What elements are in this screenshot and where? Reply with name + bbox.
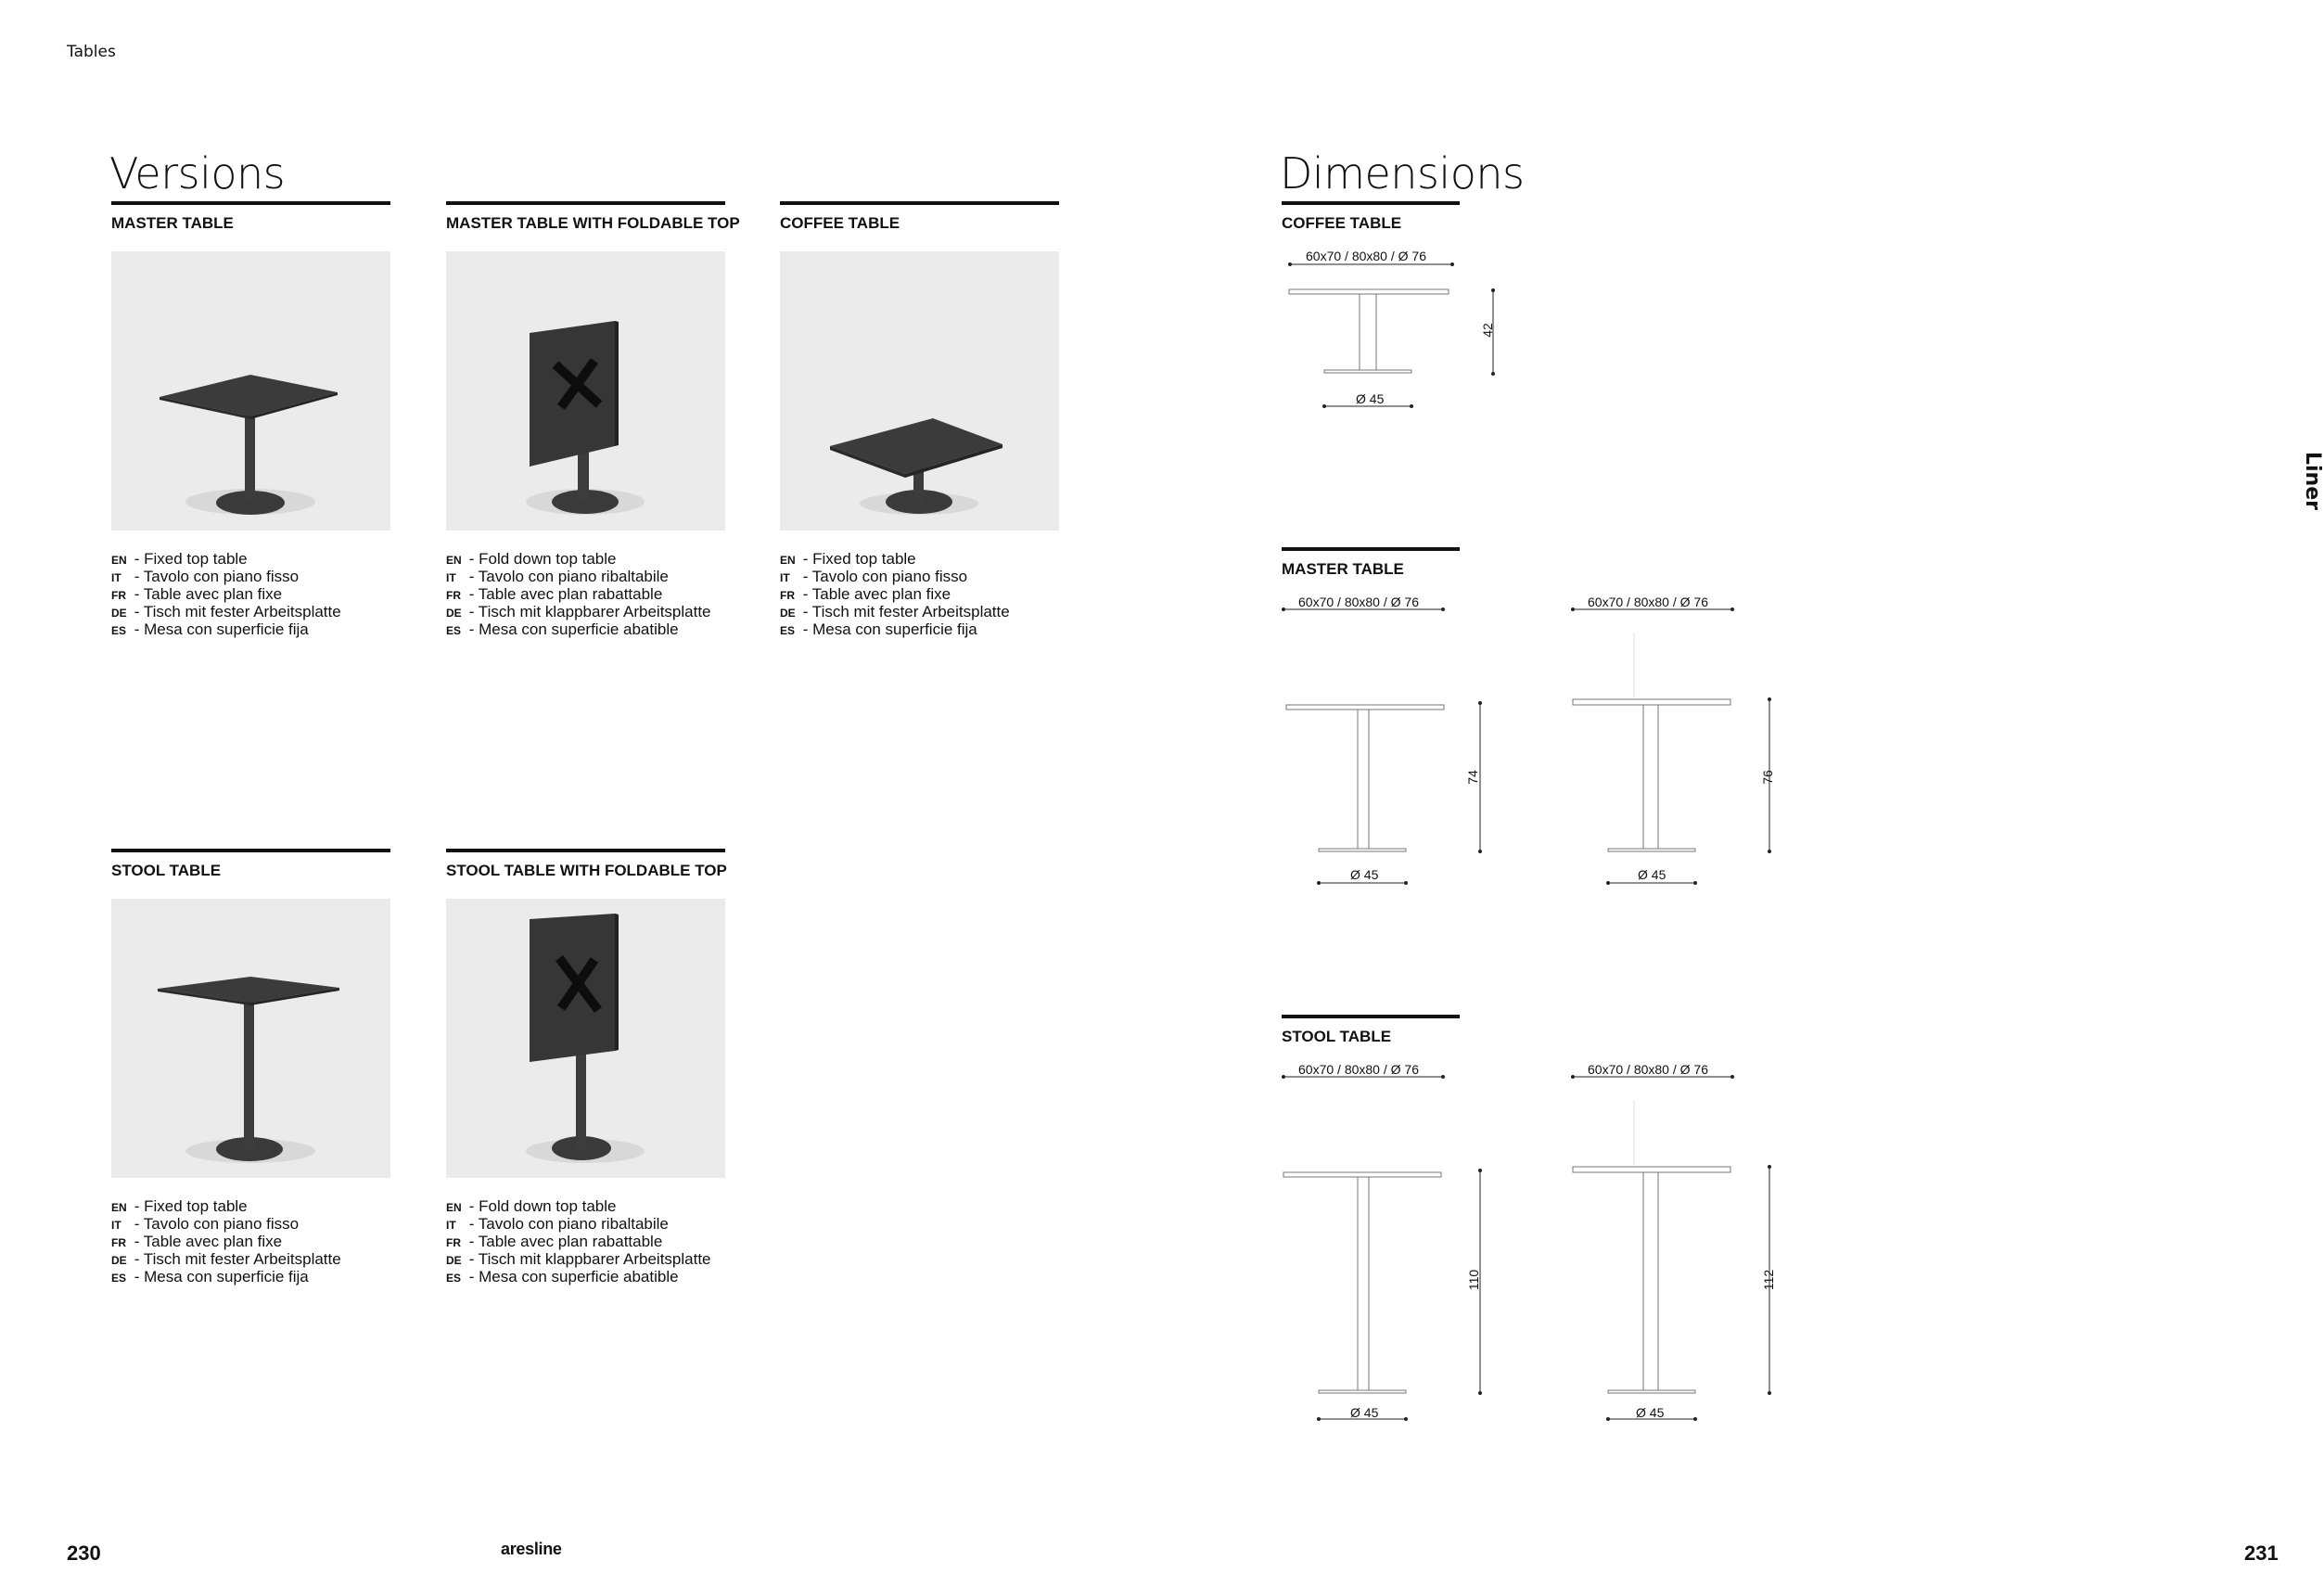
card-description: EN - Fold down top table IT - Tavolo con piano ribaltabile FR - Table avec plan rabattable DE - Tisch mit klappbarer Arbeitsplatte ES - Mesa con superficie abatible [446, 1197, 711, 1285]
top-size-label: 60x70 / 80x80 / Ø 76 [1588, 1062, 1708, 1077]
stool-table-photo [111, 899, 390, 1178]
height-label: 74 [1464, 770, 1480, 785]
version-card-coffee-table [780, 201, 1059, 639]
card-title: COFFEE TABLE [780, 214, 900, 232]
card-title: MASTER TABLE WITH FOLDABLE TOP [446, 214, 740, 232]
version-card-master-table-foldable [446, 201, 740, 639]
master-table-fixed-drawing [1282, 605, 1504, 892]
brand-logo: aresline [501, 1540, 562, 1558]
height-label: 110 [1466, 1269, 1482, 1291]
height-label: 76 [1759, 770, 1775, 785]
master-table-foldable-drawing [1571, 605, 1794, 892]
dimension-block-master-table [1282, 547, 1460, 579]
card-description: EN - Fixed top table IT - Tavolo con piano fisso FR - Table avec plan fixe DE - Tisch mit fester Arbeitsplatte ES - Mesa con superficie fija [111, 1197, 341, 1285]
coffee-table-drawing [1287, 260, 1510, 417]
block-rule [1282, 1015, 1460, 1018]
version-card-master-table [111, 201, 390, 639]
card-rule [446, 201, 725, 205]
coffee-table-photo [780, 251, 1059, 531]
version-card-stool-table-foldable [446, 849, 725, 1286]
card-title: STOOL TABLE WITH FOLDABLE TOP [446, 862, 727, 879]
fixed-top-table-photo [111, 251, 390, 531]
version-card-stool-table [111, 849, 390, 1286]
top-size-label: 60x70 / 80x80 / Ø 76 [1306, 249, 1426, 263]
block-rule [1282, 547, 1460, 551]
base-diameter-label: Ø 45 [1636, 1405, 1665, 1420]
card-title: MASTER TABLE [111, 214, 234, 232]
block-title: COFFEE TABLE [1282, 214, 1402, 232]
stool-table-foldable-drawing [1571, 1072, 1794, 1425]
height-label: 112 [1761, 1269, 1777, 1291]
dimensions-heading: Dimensions [1280, 148, 1525, 198]
section-label: Tables [67, 43, 116, 61]
top-size-label: 60x70 / 80x80 / Ø 76 [1298, 1062, 1419, 1077]
top-size-label: 60x70 / 80x80 / Ø 76 [1298, 595, 1419, 609]
versions-heading: Versions [109, 148, 286, 198]
base-diameter-label: Ø 45 [1638, 867, 1666, 882]
base-diameter-label: Ø 45 [1356, 391, 1385, 406]
page-number-right: 231 [2244, 1541, 2279, 1565]
height-label: 42 [1479, 323, 1495, 338]
base-diameter-label: Ø 45 [1350, 867, 1379, 882]
dimension-block-stool-table [1282, 1015, 1460, 1046]
card-rule [111, 201, 390, 205]
stool-table-fixed-drawing [1282, 1072, 1504, 1425]
card-rule [111, 849, 390, 852]
block-title: MASTER TABLE [1282, 560, 1404, 578]
page-number-left: 230 [67, 1541, 101, 1565]
card-title: STOOL TABLE [111, 862, 222, 879]
card-description: EN - Fixed top table IT - Tavolo con piano fisso FR - Table avec plan fixe DE - Tisch mit fester Arbeitsplatte ES - Mesa con superficie fija [111, 550, 341, 638]
top-size-label: 60x70 / 80x80 / Ø 76 [1588, 595, 1708, 609]
card-rule [780, 201, 1059, 205]
side-tab-label: Liner [2301, 452, 2324, 510]
base-diameter-label: Ø 45 [1350, 1405, 1379, 1420]
card-description: EN - Fixed top table IT - Tavolo con piano fisso FR - Table avec plan fixe DE - Tisch mit fester Arbeitsplatte ES - Mesa con superficie fija [780, 550, 1010, 638]
card-rule [446, 849, 725, 852]
foldable-top-table-photo [446, 251, 725, 531]
block-title: STOOL TABLE [1282, 1028, 1392, 1045]
dimension-block-coffee-table [1282, 201, 1460, 233]
stool-foldable-table-photo [446, 899, 725, 1178]
card-description: EN - Fold down top table IT - Tavolo con piano ribaltabile FR - Table avec plan rabattable DE - Tisch mit klappbarer Arbeitsplatte ES - Mesa con superficie abatible [446, 550, 711, 638]
block-rule [1282, 201, 1460, 205]
